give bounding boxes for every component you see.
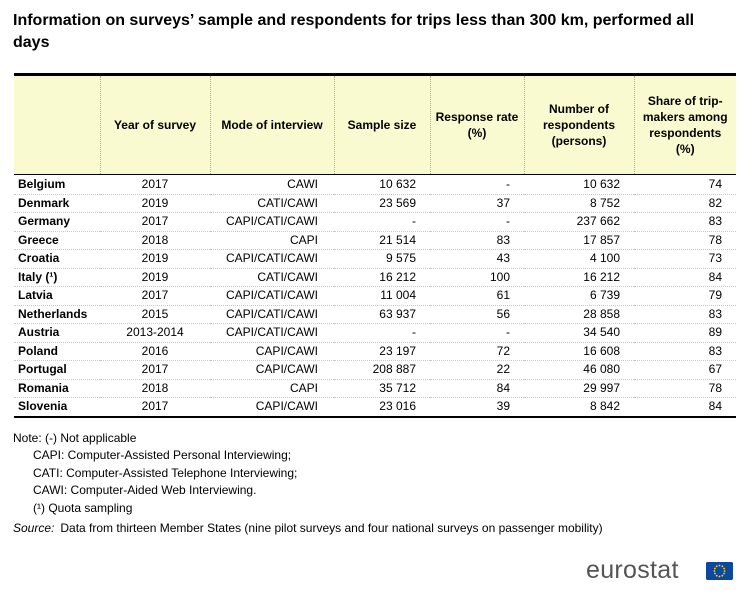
row-mode: CAWI — [210, 175, 334, 195]
row-sample-size: 9 575 — [334, 250, 430, 269]
source-label: Source: — [13, 521, 55, 535]
row-sample-size: 35 712 — [334, 379, 430, 398]
header-share: Share of trip-makers among respondents (%) — [634, 76, 736, 175]
row-response-rate: 56 — [430, 305, 524, 324]
row-share: 83 — [634, 305, 736, 324]
row-response-rate: 22 — [430, 361, 524, 380]
row-sample-size: 23 569 — [334, 194, 430, 213]
header-sample: Sample size — [334, 76, 430, 175]
row-response-rate: 72 — [430, 342, 524, 361]
survey-table — [14, 76, 736, 418]
table-row — [14, 305, 736, 324]
header-response: Response rate (%) — [430, 76, 524, 175]
row-respondents: 28 858 — [524, 305, 634, 324]
row-share: 82 — [634, 194, 736, 213]
row-country: Croatia — [14, 250, 100, 269]
row-respondents: 8 752 — [524, 194, 634, 213]
row-mode: CAPI/CATI/CAWI — [210, 213, 334, 232]
row-country: Poland — [14, 342, 100, 361]
row-response-rate: 39 — [430, 398, 524, 417]
row-mode: CAPI/CATI/CAWI — [210, 305, 334, 324]
row-mode: CAPI/CAWI — [210, 398, 334, 417]
row-response-rate: 83 — [430, 231, 524, 250]
row-respondents: 34 540 — [524, 324, 634, 343]
note-cati: CATI: Computer-Assisted Telephone Interviewing; — [33, 465, 298, 480]
row-mode: CATI/CAWI — [210, 268, 334, 287]
row-mode: CAPI — [210, 379, 334, 398]
row-country: Latvia — [14, 287, 100, 306]
row-respondents: 16 608 — [524, 342, 634, 361]
table-row — [14, 342, 736, 361]
row-response-rate: - — [430, 213, 524, 232]
row-sample-size: 63 937 — [334, 305, 430, 324]
row-country: Austria — [14, 324, 100, 343]
row-country: Belgium — [14, 175, 100, 195]
row-country: Germany — [14, 213, 100, 232]
row-share: 67 — [634, 361, 736, 380]
row-respondents: 10 632 — [524, 175, 634, 195]
table-row — [14, 175, 736, 195]
row-share: 83 — [634, 213, 736, 232]
row-respondents: 237 662 — [524, 213, 634, 232]
row-response-rate: 61 — [430, 287, 524, 306]
row-year: 2018 — [100, 379, 210, 398]
header-mode: Mode of interview — [210, 76, 334, 175]
row-share: 73 — [634, 250, 736, 269]
note-not-applicable: Note: (-) Not applicable — [13, 431, 137, 445]
eu-flag-icon — [706, 562, 733, 580]
row-country: Portugal — [14, 361, 100, 380]
row-year: 2017 — [100, 398, 210, 417]
row-year: 2017 — [100, 175, 210, 195]
table-row — [14, 361, 736, 380]
row-year: 2019 — [100, 194, 210, 213]
table-row — [14, 379, 736, 398]
row-sample-size: - — [334, 324, 430, 343]
row-response-rate: - — [430, 324, 524, 343]
row-sample-size: 23 197 — [334, 342, 430, 361]
eurostat-logo: eurostat — [586, 556, 679, 584]
row-sample-size: 23 016 — [334, 398, 430, 417]
table-row — [14, 324, 736, 343]
note-quota: (¹) Quota sampling — [33, 500, 133, 515]
row-country: Italy (¹) — [14, 268, 100, 287]
row-mode: CATI/CAWI — [210, 194, 334, 213]
row-response-rate: 43 — [430, 250, 524, 269]
row-respondents: 4 100 — [524, 250, 634, 269]
row-year: 2019 — [100, 250, 210, 269]
table-row — [14, 398, 736, 417]
table-row — [14, 268, 736, 287]
row-year: 2016 — [100, 342, 210, 361]
page-title: Information on surveys’ sample and respondents for trips less than 300 km, performed all days — [13, 12, 695, 51]
note-cawi: CAWI: Computer-Aided Web Interviewing. — [33, 483, 257, 498]
row-respondents: 6 739 — [524, 287, 634, 306]
row-mode: CAPI/CATI/CAWI — [210, 250, 334, 269]
row-year: 2013-2014 — [100, 324, 210, 343]
row-year: 2019 — [100, 268, 210, 287]
notes — [13, 430, 297, 517]
row-response-rate: - — [430, 175, 524, 195]
header-respondents: Number of respondents (persons) — [524, 76, 634, 175]
row-year: 2017 — [100, 361, 210, 380]
row-respondents: 46 080 — [524, 361, 634, 380]
row-year: 2017 — [100, 213, 210, 232]
table-row — [14, 250, 736, 269]
row-share: 83 — [634, 342, 736, 361]
row-response-rate: 84 — [430, 379, 524, 398]
row-country: Greece — [14, 231, 100, 250]
row-country: Slovenia — [14, 398, 100, 417]
table-row — [14, 287, 736, 306]
row-country: Denmark — [14, 194, 100, 213]
table-row — [14, 213, 736, 232]
row-sample-size: 16 212 — [334, 268, 430, 287]
row-share: 89 — [634, 324, 736, 343]
table-row — [14, 231, 736, 250]
note-capi: CAPI: Computer-Assisted Personal Interviewing; — [33, 448, 292, 463]
row-mode: CAPI — [210, 231, 334, 250]
row-share: 78 — [634, 379, 736, 398]
row-sample-size: 21 514 — [334, 231, 430, 250]
row-share: 84 — [634, 398, 736, 417]
row-respondents: 29 997 — [524, 379, 634, 398]
row-respondents: 16 212 — [524, 268, 634, 287]
row-mode: CAPI/CATI/CAWI — [210, 287, 334, 306]
row-sample-size: 208 887 — [334, 361, 430, 380]
row-year: 2015 — [100, 305, 210, 324]
header-country — [14, 76, 100, 175]
row-sample-size: - — [334, 213, 430, 232]
row-share: 84 — [634, 268, 736, 287]
row-response-rate: 100 — [430, 268, 524, 287]
row-sample-size: 10 632 — [334, 175, 430, 195]
row-country: Netherlands — [14, 305, 100, 324]
row-respondents: 8 842 — [524, 398, 634, 417]
row-country: Romania — [14, 379, 100, 398]
row-year: 2017 — [100, 287, 210, 306]
row-respondents: 17 857 — [524, 231, 634, 250]
table-header-row — [14, 76, 736, 175]
header-year: Year of survey — [100, 76, 210, 175]
row-share: 74 — [634, 175, 736, 195]
source-line — [13, 521, 603, 535]
row-mode: CAPI/CATI/CAWI — [210, 324, 334, 343]
source-text: Data from thirteen Member States (nine pilot surveys and four national surveys on passenger mobility) — [60, 521, 603, 535]
row-response-rate: 37 — [430, 194, 524, 213]
row-mode: CAPI/CAWI — [210, 342, 334, 361]
row-sample-size: 11 004 — [334, 287, 430, 306]
row-mode: CAPI/CAWI — [210, 361, 334, 380]
table-row — [14, 194, 736, 213]
row-share: 79 — [634, 287, 736, 306]
row-share: 78 — [634, 231, 736, 250]
row-year: 2018 — [100, 231, 210, 250]
